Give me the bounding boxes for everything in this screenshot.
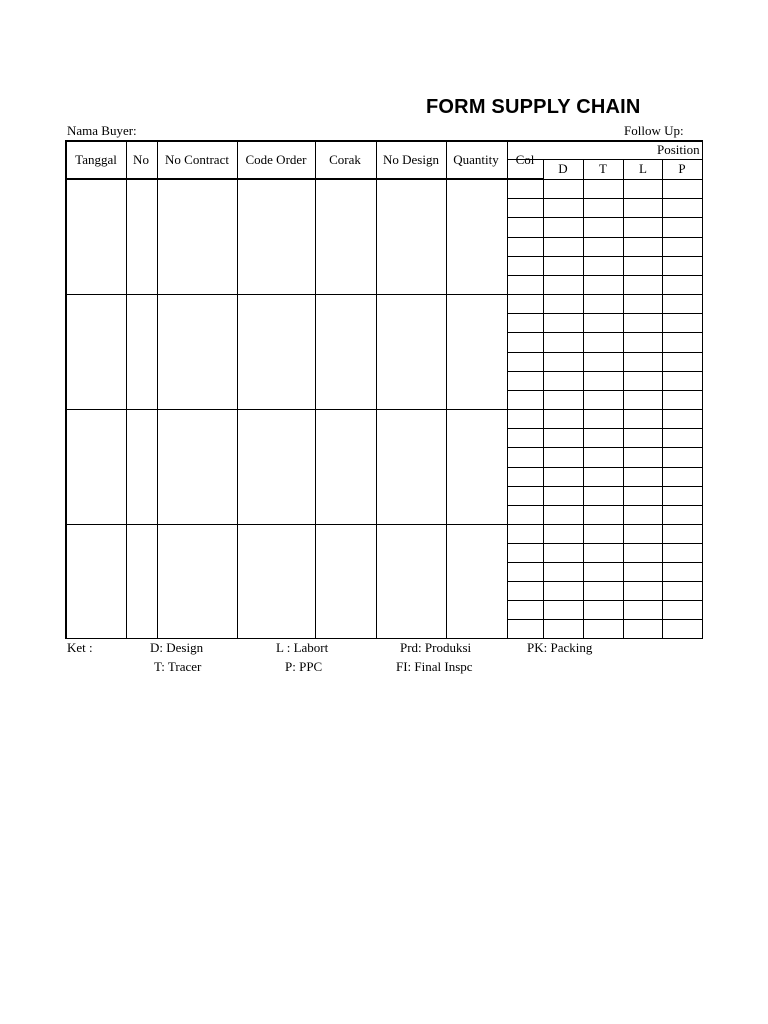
- sub-row-line: [507, 581, 703, 582]
- sub-row-line: [507, 352, 703, 353]
- sub-row-line: [507, 447, 703, 448]
- sub-row-line: [507, 390, 703, 391]
- column-header: Code Order: [245, 152, 307, 167]
- column-divider: [157, 140, 158, 639]
- group-separator: [65, 294, 703, 295]
- position-subheader: T: [599, 161, 607, 176]
- sub-row-line: [507, 275, 703, 276]
- legend-final-inspc: FI: Final Inspc: [396, 659, 473, 674]
- position-subheader: P: [678, 161, 686, 176]
- position-divider: [623, 159, 624, 639]
- sub-row-line: [507, 562, 703, 563]
- column-header: Quantity: [453, 152, 499, 167]
- column-divider: [446, 140, 447, 639]
- legend-produksi: Prd: Produksi: [400, 640, 472, 655]
- follow-up-label: Follow Up:: [624, 123, 684, 138]
- legend-design: D: Design: [150, 640, 204, 655]
- column-divider: [237, 140, 238, 639]
- position-subheader: D: [558, 161, 568, 176]
- position-divider: [583, 159, 584, 639]
- sub-row-line: [507, 486, 703, 487]
- buyer-label: Nama Buyer:: [67, 123, 137, 138]
- position-header: Position: [657, 142, 700, 157]
- legend-ppc: P: PPC: [285, 659, 323, 674]
- legend-label: Ket :: [67, 640, 93, 655]
- legend-tracer: T: Tracer: [154, 659, 202, 674]
- sub-row-line: [507, 198, 703, 199]
- sub-row-line: [507, 313, 703, 314]
- legend-labort: L : Labort: [276, 640, 329, 655]
- column-header: No: [133, 152, 149, 167]
- column-divider: [376, 140, 377, 639]
- sub-row-line: [507, 332, 703, 333]
- position-subheader: L: [639, 161, 647, 176]
- column-header: Corak: [329, 152, 361, 167]
- column-divider: [126, 140, 127, 639]
- sub-row-line: [507, 217, 703, 218]
- column-header: Tanggal: [75, 152, 117, 167]
- form-title: FORM SUPPLY CHAIN: [426, 96, 641, 118]
- table-border-top: [65, 140, 703, 142]
- position-divider: [543, 159, 544, 639]
- header-bottom-border: [507, 179, 703, 180]
- column-header: No Contract: [165, 152, 229, 167]
- sub-row-line: [507, 600, 703, 601]
- sub-row-line: [507, 619, 703, 620]
- column-divider: [315, 140, 316, 639]
- column-header: Col: [515, 152, 535, 167]
- sub-row-line: [507, 237, 703, 238]
- table-border-bottom: [65, 638, 703, 639]
- sub-row-line: [507, 371, 703, 372]
- column-header: No Design: [383, 152, 439, 167]
- position-header-divider: [507, 159, 703, 160]
- sub-row-line: [507, 467, 703, 468]
- sub-row-line: [507, 505, 703, 506]
- position-divider: [662, 159, 663, 639]
- sub-row-line: [507, 428, 703, 429]
- sub-row-line: [507, 543, 703, 544]
- group-separator: [65, 524, 703, 525]
- legend-packing: PK: Packing: [527, 640, 593, 655]
- sub-row-line: [507, 256, 703, 257]
- table-border-left: [65, 140, 67, 639]
- group-separator: [65, 409, 703, 410]
- header-bottom-border: [65, 178, 543, 180]
